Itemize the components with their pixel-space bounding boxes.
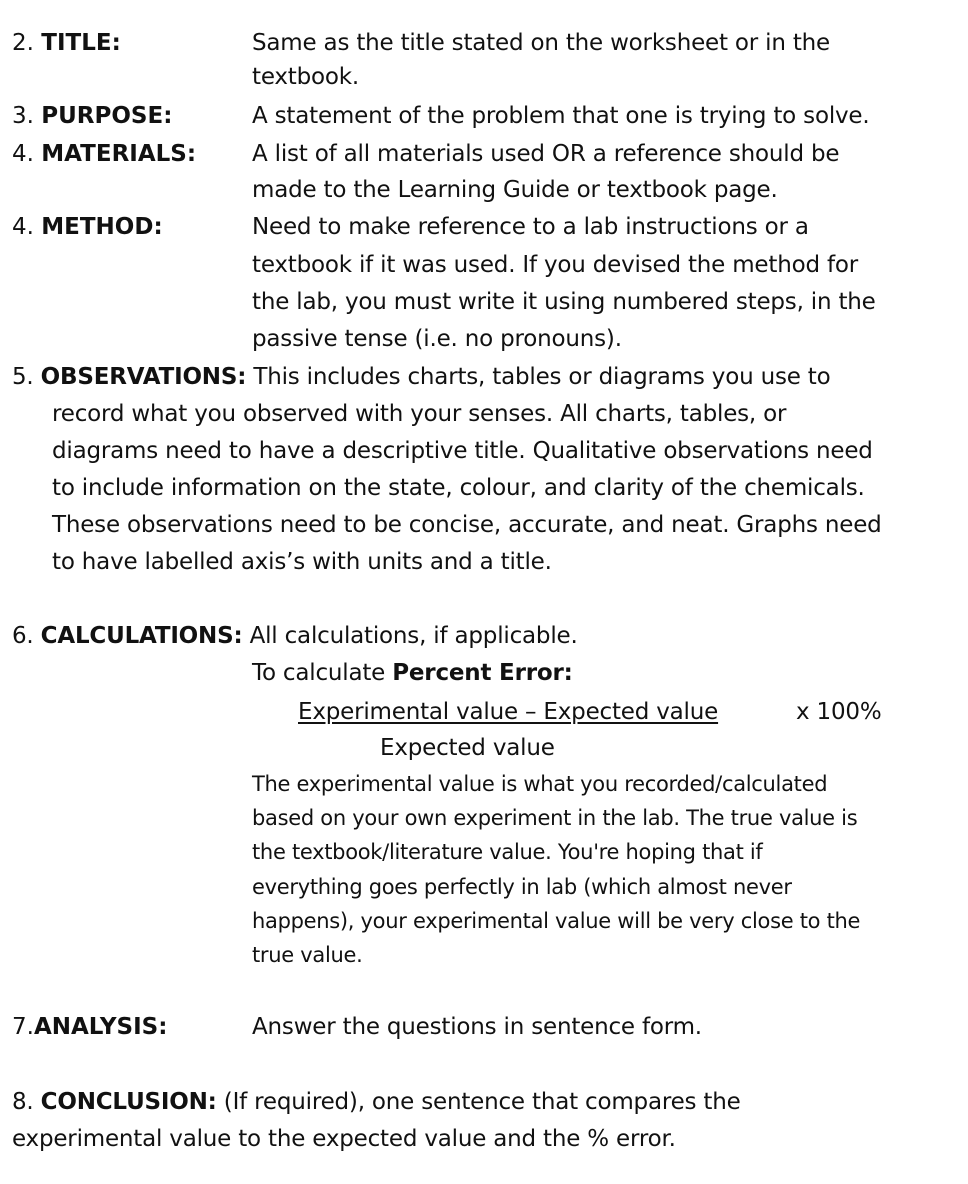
section-analysis-heading: 7.ANALYSIS: [12, 1014, 168, 1040]
section-method-heading: 4. METHOD: [12, 214, 163, 240]
calculations-text-line: everything goes perfectly in lab (which almost never [252, 875, 792, 899]
section-calculations-heading: 6. CALCULATIONS: All calculations, if applicable. [12, 623, 578, 649]
observations-first-line: This includes charts, tables or diagrams you use to [253, 364, 831, 390]
calculations-text-line: happens), your experimental value will be very close to the [252, 909, 861, 933]
method-text-line: the lab, you must write it using numbered steps, in the [252, 289, 876, 315]
section-observations-heading: 5. OBSERVATIONS: This includes charts, tables or diagrams you use to [12, 364, 831, 390]
method-text-line: textbook if it was used. If you devised the method for [252, 252, 858, 278]
formula-numerator: Experimental value – Expected value [298, 699, 719, 725]
observations-text-line: to include information on the state, colour, and clarity of the chemicals. [52, 475, 865, 501]
materials-text-line: made to the Learning Guide or textbook page. [252, 177, 778, 203]
observations-text-line: diagrams need to have a descriptive title. Qualitative observations need [52, 438, 873, 464]
percent-error-intro: To calculate Percent Error: [252, 660, 573, 686]
formula-multiplier: x 100% [796, 699, 882, 725]
method-text-line: Need to make reference to a lab instructions or a [252, 214, 809, 240]
title-text-line: Same as the title stated on the worksheet or in the [252, 30, 830, 56]
calculations-text-line: based on your own experiment in the lab. The true value is [252, 806, 858, 830]
materials-text-line: A list of all materials used OR a reference should be [252, 141, 840, 167]
purpose-text-line: A statement of the problem that one is trying to solve. [252, 103, 870, 129]
conclusion-text-line: experimental value to the expected value and the % error. [12, 1126, 676, 1152]
conclusion-first-line: (If required), one sentence that compares the [223, 1089, 741, 1115]
section-materials-heading: 4. MATERIALS: [12, 141, 197, 167]
observations-text-line: to have labelled axis’s with units and a title. [52, 549, 552, 575]
section-title-heading: 2. TITLE: [12, 30, 121, 56]
section-conclusion-heading: 8. CONCLUSION: (If required), one sentence that compares the [12, 1089, 741, 1115]
title-text-line: textbook. [252, 64, 359, 90]
formula-denominator: Expected value [380, 735, 555, 761]
method-text-line: passive tense (i.e. no pronouns). [252, 326, 622, 352]
observations-text-line: record what you observed with your senses. All charts, tables, or [52, 401, 787, 427]
section-purpose-heading: 3. PURPOSE: [12, 103, 173, 129]
calculations-text-line: true value. [252, 943, 363, 967]
analysis-text-line: Answer the questions in sentence form. [252, 1014, 702, 1040]
calculations-first-line: All calculations, if applicable. [249, 623, 578, 649]
calculations-text-line: The experimental value is what you recorded/calculated [252, 772, 828, 796]
calculations-text-line: the textbook/literature value. You're hoping that if [252, 840, 763, 864]
observations-text-line: These observations need to be concise, accurate, and neat. Graphs need [52, 512, 882, 538]
